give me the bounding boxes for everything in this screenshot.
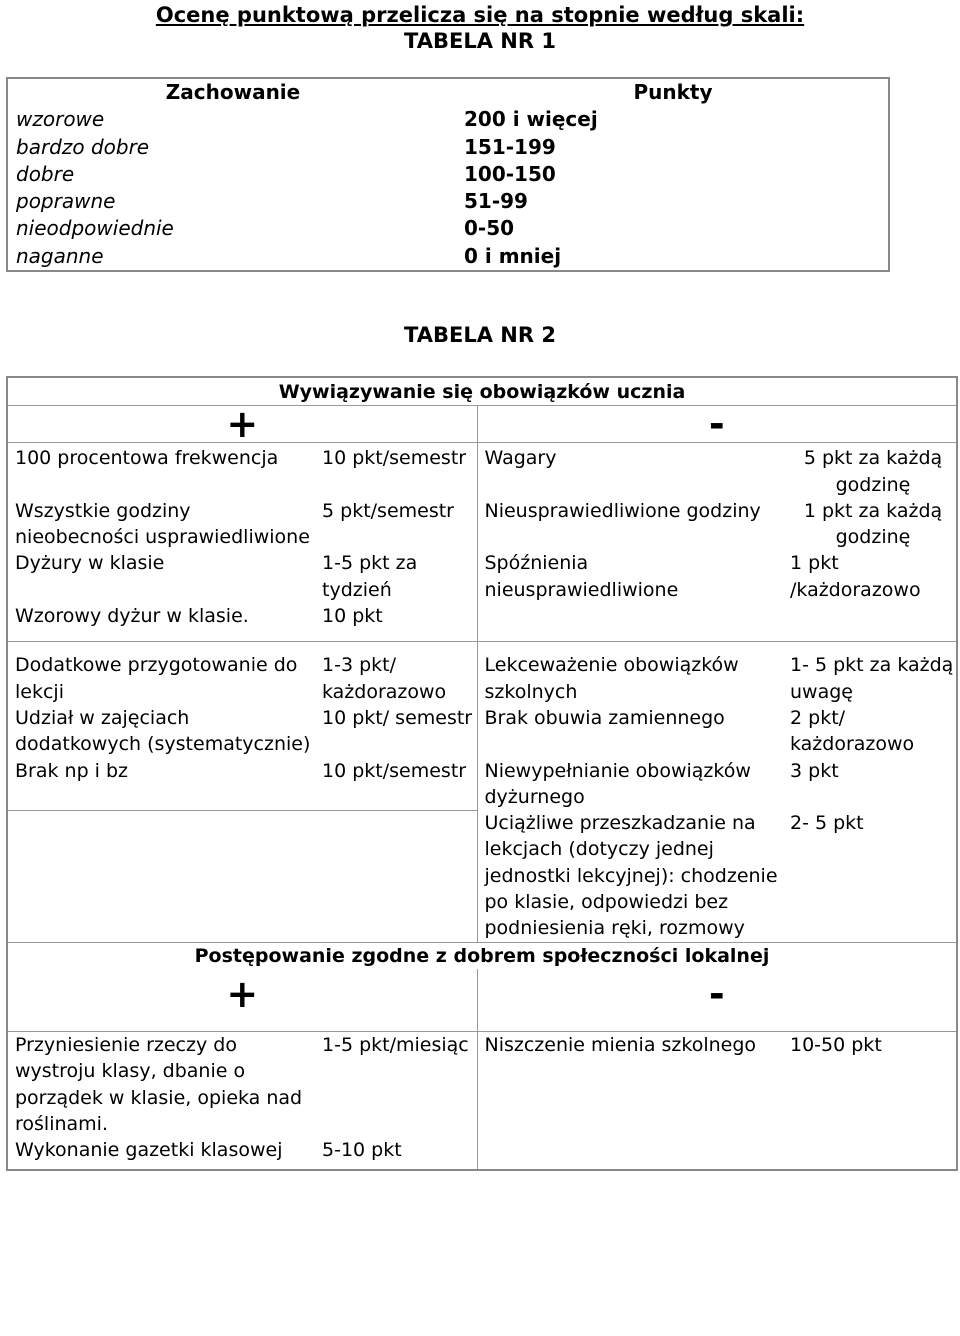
positive-item: Dyżury w klasie <box>15 552 165 575</box>
grade-cell: nieodpowiednie <box>16 216 174 241</box>
negative-item: Niszczenie mienia szkolnego <box>477 1031 783 1137</box>
section-title-row <box>7 942 957 969</box>
negative-item: Wagary <box>477 443 783 498</box>
section-title-duties: Wywiązywanie się obowiązków ucznia <box>278 381 686 403</box>
table-row <box>7 106 889 133</box>
plus-minus-row <box>7 406 957 443</box>
positive-points: 10 pkt/ semestr <box>322 706 473 729</box>
points-cell: 100-150 <box>464 161 556 186</box>
heading-line: Ocenę punktową przelicza się na stopnie według skali: <box>155 3 805 27</box>
negative-points: 1 pkt /każdorazowo <box>790 552 921 601</box>
positive-points: 10 pkt/semestr <box>322 759 467 782</box>
table-row <box>7 443 957 498</box>
section-title-row <box>7 377 957 406</box>
grade-cell: poprawne <box>16 189 116 214</box>
table-row <box>7 498 957 551</box>
positive-item: Przyniesienie rzeczy do wystroju klasy, dbanie o porządek w klasie, opieka nad roślinami. <box>7 1031 315 1137</box>
grade-cell: bardzo dobre <box>16 134 150 159</box>
negative-item: Nieusprawiedliwione godziny <box>477 498 783 551</box>
points-cell: 151-199 <box>464 134 556 159</box>
table-row <box>7 134 889 161</box>
negative-points: 3 pkt <box>790 759 839 782</box>
negative-points <box>783 1137 957 1170</box>
positive-item <box>7 810 315 942</box>
negative-item <box>477 603 783 642</box>
positive-item: 100 procentowa frekwencja <box>7 443 315 498</box>
negative-points: 1 pkt za każdą godzinę <box>803 499 943 549</box>
grade-cell: dobre <box>16 161 75 186</box>
table-row <box>7 642 957 705</box>
plus-minus-row <box>7 969 957 1032</box>
positive-points: 1-5 pkt za tydzień <box>322 552 418 601</box>
points-cell: 51-99 <box>464 189 528 214</box>
grade-cell: wzorowe <box>16 107 105 132</box>
minus-sign: - <box>477 969 957 1032</box>
negative-item: Niewypełnianie obowiązków dyżurnego <box>477 758 783 811</box>
positive-item: Wszystkie godziny nieobecności usprawiedliwione <box>15 499 310 549</box>
points-cell: 0-50 <box>464 216 515 241</box>
positive-item: Brak np i bz <box>15 759 129 782</box>
plus-sign: + <box>226 971 259 1016</box>
table-row <box>7 215 889 242</box>
negative-points: 5 pkt za każdą godzinę <box>783 443 957 498</box>
positive-points: 5 pkt/semestr <box>322 499 454 522</box>
points-cell: 200 i więcej <box>464 107 598 132</box>
negative-points: 1- 5 pkt za każdą uwagę <box>783 642 957 705</box>
table-row <box>7 705 957 758</box>
table-header-row <box>7 78 889 106</box>
section-title-community: Postępowanie zgodne z dobrem społeczności lokalnej <box>7 942 957 969</box>
table-row <box>7 550 957 603</box>
table1-title: TABELA NR 1 <box>404 29 556 53</box>
table-1-behavior-scale <box>6 77 890 272</box>
negative-points: 2- 5 pkt <box>790 812 864 835</box>
negative-points <box>783 603 957 642</box>
negative-item: Brak obuwia zamiennego <box>477 705 783 758</box>
table-row <box>7 188 889 215</box>
negative-item: Uciążliwe przeszkadzanie na lekcjach (dotyczy jednej jednostki lekcyjnej): chodzenie po klasie, odpowiedzi bez podniesienia ręki, rozmowy <box>477 810 783 942</box>
table-2-duties <box>6 376 958 1171</box>
table-row <box>7 810 957 942</box>
table-row <box>7 161 889 188</box>
positive-item: Dodatkowe przygotowanie do lekcji <box>7 642 315 705</box>
positive-points: 1-3 pkt/ każdorazowo <box>315 642 477 705</box>
header-points: Punkty <box>633 80 713 104</box>
positive-item: Wykonanie gazetki klasowej <box>15 1139 283 1162</box>
plus-sign: + <box>7 406 477 443</box>
negative-item: Spóźnienia nieusprawiedliwione <box>477 550 783 603</box>
negative-points: 10-50 pkt <box>783 1031 957 1137</box>
positive-points: 10 pkt <box>322 605 383 628</box>
table-row <box>7 1137 957 1170</box>
table-row <box>7 603 957 642</box>
table-row <box>7 1031 957 1137</box>
positive-points: 10 pkt/semestr <box>315 443 477 498</box>
positive-points: 5-10 pkt <box>322 1139 402 1162</box>
table2-title: TABELA NR 2 <box>404 323 556 347</box>
minus-sign: - <box>477 406 957 443</box>
positive-points <box>315 810 477 942</box>
header-behavior: Zachowanie <box>165 80 301 104</box>
negative-item: Lekceważenie obowiązków szkolnych <box>477 642 783 705</box>
negative-item <box>477 1137 783 1170</box>
table-row <box>7 243 889 271</box>
positive-item: Wzorowy dyżur w klasie. <box>15 605 249 628</box>
table-row <box>7 758 957 811</box>
grade-cell: naganne <box>16 243 104 268</box>
points-cell: 0 i mniej <box>464 243 562 268</box>
document-heading <box>0 2 960 28</box>
negative-points: 2 pkt/ każdorazowo <box>790 706 915 756</box>
positive-item: Udział w zajęciach dodatkowych (systematycznie) <box>15 706 311 756</box>
positive-points: 1-5 pkt/miesiąc <box>315 1031 477 1137</box>
